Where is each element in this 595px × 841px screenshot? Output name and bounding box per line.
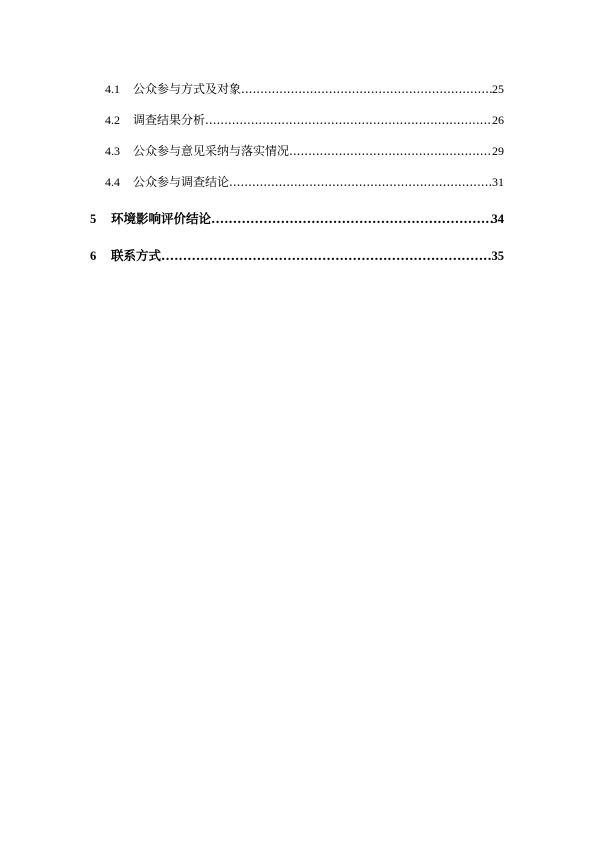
toc-entry-title: 公众参与意见采纳与落实情况 [133,144,290,158]
toc-entry-page: 34 [491,212,504,226]
toc-entry-number: 4.1 [105,82,120,96]
toc-entry-number: 6 [90,249,97,263]
toc-dot-leader [211,210,491,228]
toc-dot-leader [229,173,492,191]
toc-entry-page: 29 [492,144,504,158]
toc-entry-6[interactable] [90,247,504,265]
toc-entry-number: 4.4 [105,175,120,189]
toc-entry-page: 31 [492,175,504,189]
toc-dot-leader [241,80,492,98]
toc-entry-4-4[interactable] [105,173,504,191]
toc-entry-page: 35 [491,249,504,263]
toc-entry-number: 4.3 [105,144,120,158]
toc-entry-number: 4.2 [105,113,120,127]
toc-entry-page: 25 [492,82,504,96]
toc-entry-title: 环境影响评价结论 [111,211,212,226]
toc-dot-leader [205,111,492,129]
toc-entry-5[interactable] [90,210,504,228]
toc-entry-title: 公众参与方式及对象 [133,82,242,96]
toc-dot-leader [289,142,492,160]
toc-entry-4-3[interactable] [105,142,504,160]
toc-entry-title: 公众参与调查结论 [133,175,230,189]
toc-dot-leader [161,247,491,265]
toc-entry-number: 5 [90,212,97,226]
toc-entry-page: 26 [492,113,504,127]
toc-entry-4-1[interactable] [105,80,504,98]
toc-entry-title: 联系方式 [111,248,162,263]
toc-entry-title: 调查结果分析 [133,113,206,127]
toc-entry-4-2[interactable] [105,111,504,129]
